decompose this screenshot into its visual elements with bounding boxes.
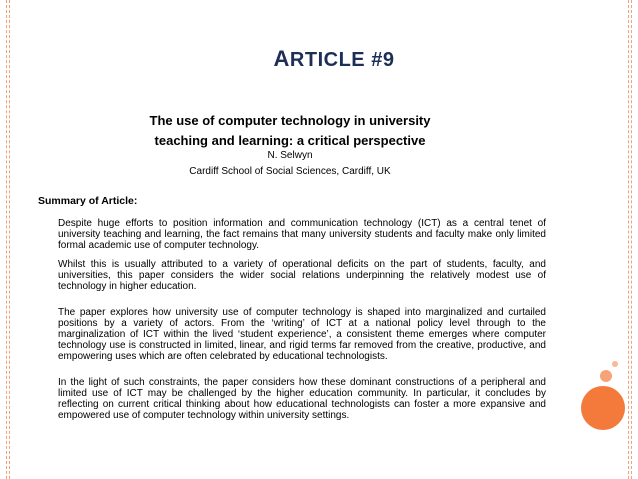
summary-bullet-text: Whilst this is usually attributed to a variety of operational deficits on the part of students, faculty, and universities, this paper considers the wider social relations underpinning the relatively modest use of technology in higher education. <box>58 259 546 292</box>
bullet-marker-icon <box>38 259 58 292</box>
slide-title-rest: RTICLE #9 <box>289 49 395 71</box>
article-title-line2: teaching and learning: a critical perspective <box>154 133 426 148</box>
article-author: N. Selwyn <box>267 150 313 161</box>
bullet-marker-icon <box>38 307 58 362</box>
decorative-circle-xs <box>612 361 618 367</box>
bullet-marker-icon <box>38 218 58 251</box>
summary-bullet-4 <box>38 377 546 421</box>
article-title-line1: The use of computer technology in university <box>149 113 431 128</box>
summary-bullet-3 <box>38 307 546 362</box>
summary-bullet-2 <box>38 259 546 292</box>
decorative-circle-small <box>600 370 612 382</box>
summary-bullet-text: Despite huge efforts to position information and communication technology (ICT) as a central tenet of university teaching and learning, the fact remains that many university students and faculty make only limited formal academic use of computer technology. <box>58 218 546 251</box>
summary-label: Summary of Article: <box>38 195 138 207</box>
summary-bullet-1 <box>38 218 546 251</box>
summary-bullet-text: In the light of such constraints, the paper considers how these dominant constructions of a peripheral and limited use of ICT may be challenged by the higher education community. In particular, it concludes by reflecting on current critical thinking about how educational technologists can foster a more expansive and empowered use of computer technology within university settings. <box>58 377 546 421</box>
decorative-circle-large <box>581 386 625 430</box>
summary-bullet-text: The paper explores how university use of computer technology is shaped into marginalized and curtailed positions by a variety of actors. From the ‘writing’ of ICT at a national policy level through to the marginalization of ICT within the lived ‘student experience’, a consistent theme emerges where computer technology use is constructed in limited, linear, and rigid terms far removed from the creative, productive, and empowering uses which are often celebrated by educational technologists. <box>58 307 546 362</box>
article-title <box>120 111 460 151</box>
bullet-marker-icon <box>38 377 58 421</box>
article-affiliation: Cardiff School of Social Sciences, Cardiff, UK <box>189 166 391 177</box>
slide-title <box>0 46 638 72</box>
slide-title-cap: A <box>273 46 290 71</box>
